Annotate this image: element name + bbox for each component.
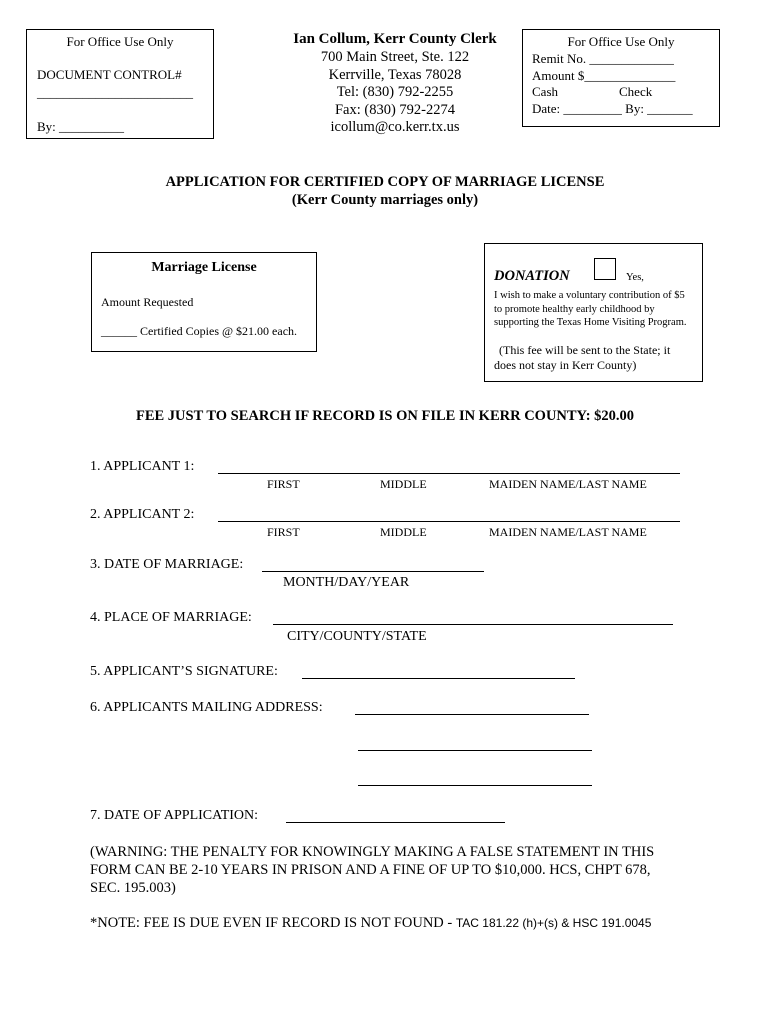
note-reference: TAC 181.22 (h)+(s) & HSC 191.0045	[455, 916, 652, 930]
place-of-marriage-sub: CITY/COUNTY/STATE	[287, 629, 427, 644]
mailing-address-input-2[interactable]	[358, 750, 592, 751]
office-use-box-left	[26, 29, 214, 139]
clerk-city: Kerrville, Texas 78028	[328, 66, 462, 83]
clerk-fax: Fax: (830) 792-2274	[334, 101, 455, 118]
donation-checkbox[interactable]	[594, 258, 616, 280]
date-of-application-label: 7. DATE OF APPLICATION:	[90, 808, 259, 823]
applicant1-middle-label: MIDDLE	[380, 477, 427, 491]
applicant2-first-label: FIRST	[267, 525, 300, 539]
date-of-marriage-label: 3. DATE OF MARRIAGE:	[90, 557, 244, 572]
warning-text: (WARNING: THE PENALTY FOR KNOWINGLY MAKING A FALSE STATEMENT IN THIS FORM CAN BE 2-10 YEARS IN PRISON AND A FINE OF UP TO $10,000. HCS, CHPT 678, SEC. 195.003)	[90, 844, 655, 896]
clerk-email: icollum@co.kerr.tx.us	[330, 119, 460, 135]
note-text	[90, 914, 651, 932]
donation-note: (This fee will be sent to the State; it does not stay in Kerr County)	[494, 343, 671, 372]
search-fee-notice: FEE JUST TO SEARCH IF RECORD IS ON FILE IN KERR COUNTY: $20.00	[135, 408, 635, 424]
applicant1-input[interactable]	[218, 473, 680, 474]
applicant2-last-label: MAIDEN NAME/LAST NAME	[489, 525, 647, 539]
mailing-address-label: 6. APPLICANTS MAILING ADDRESS:	[90, 700, 323, 715]
clerk-name: Ian Collum, Kerr County Clerk	[293, 31, 497, 47]
office-use-box-right	[522, 29, 720, 127]
document-control-label: DOCUMENT CONTROL#	[37, 67, 182, 82]
clerk-street: 700 Main Street, Ste. 122	[320, 49, 470, 65]
form-subtitle: (Kerr County marriages only)	[291, 192, 479, 208]
mailing-address-input-3[interactable]	[358, 785, 592, 786]
donation-text: I wish to make a voluntary contribution of $5 to promote healthy early childhood by supporting the Texas Home Visiting Program.	[494, 290, 687, 328]
office-use-title-right: For Office Use Only	[567, 34, 675, 49]
office-use-title: For Office Use Only	[66, 34, 174, 49]
mailing-address-input-1[interactable]	[355, 714, 589, 715]
applicant2-input[interactable]	[218, 521, 680, 522]
marriage-license-title: Marriage License	[151, 260, 257, 275]
applicant2-label: 2. APPLICANT 2:	[90, 507, 195, 522]
signature-label: 5. APPLICANT’S SIGNATURE:	[90, 664, 278, 679]
place-of-marriage-label: 4. PLACE OF MARRIAGE:	[90, 610, 252, 625]
applicant1-label: 1. APPLICANT 1:	[90, 459, 195, 474]
date-of-marriage-sub: MONTH/DAY/YEAR	[283, 575, 410, 590]
date-by-field: Date: _________ By: _______	[532, 101, 693, 116]
clerk-tel: Tel: (830) 792-2255	[336, 84, 454, 100]
by-field: By: __________	[37, 119, 125, 134]
date-of-application-input[interactable]	[286, 822, 505, 823]
signature-input[interactable]	[302, 678, 575, 679]
donation-yes-label: Yes,	[626, 272, 644, 283]
place-of-marriage-input[interactable]	[273, 624, 673, 625]
amount-requested-label: Amount Requested	[101, 295, 194, 309]
form-title: APPLICATION FOR CERTIFIED COPY OF MARRIAGE LICENSE	[165, 174, 605, 190]
amount-field: Amount $______________	[532, 68, 676, 83]
check-option: Check	[619, 84, 653, 99]
date-of-marriage-input[interactable]	[262, 571, 484, 572]
certified-copies-field[interactable]: ______ Certified Copies @ $21.00 each.	[101, 324, 298, 338]
clerk-header	[270, 30, 520, 137]
note-main: *NOTE: FEE IS DUE EVEN IF RECORD IS NOT FOUND -	[90, 915, 456, 931]
applicant1-first-label: FIRST	[267, 477, 300, 491]
donation-title: DONATION	[494, 268, 570, 284]
applicant1-last-label: MAIDEN NAME/LAST NAME	[489, 477, 647, 491]
remit-field: Remit No. _____________	[532, 51, 674, 66]
applicant2-middle-label: MIDDLE	[380, 525, 427, 539]
marriage-license-box	[91, 252, 317, 352]
donation-box	[484, 243, 703, 382]
cash-option: Cash	[532, 84, 558, 99]
document-control-line: ________________________	[37, 85, 193, 100]
